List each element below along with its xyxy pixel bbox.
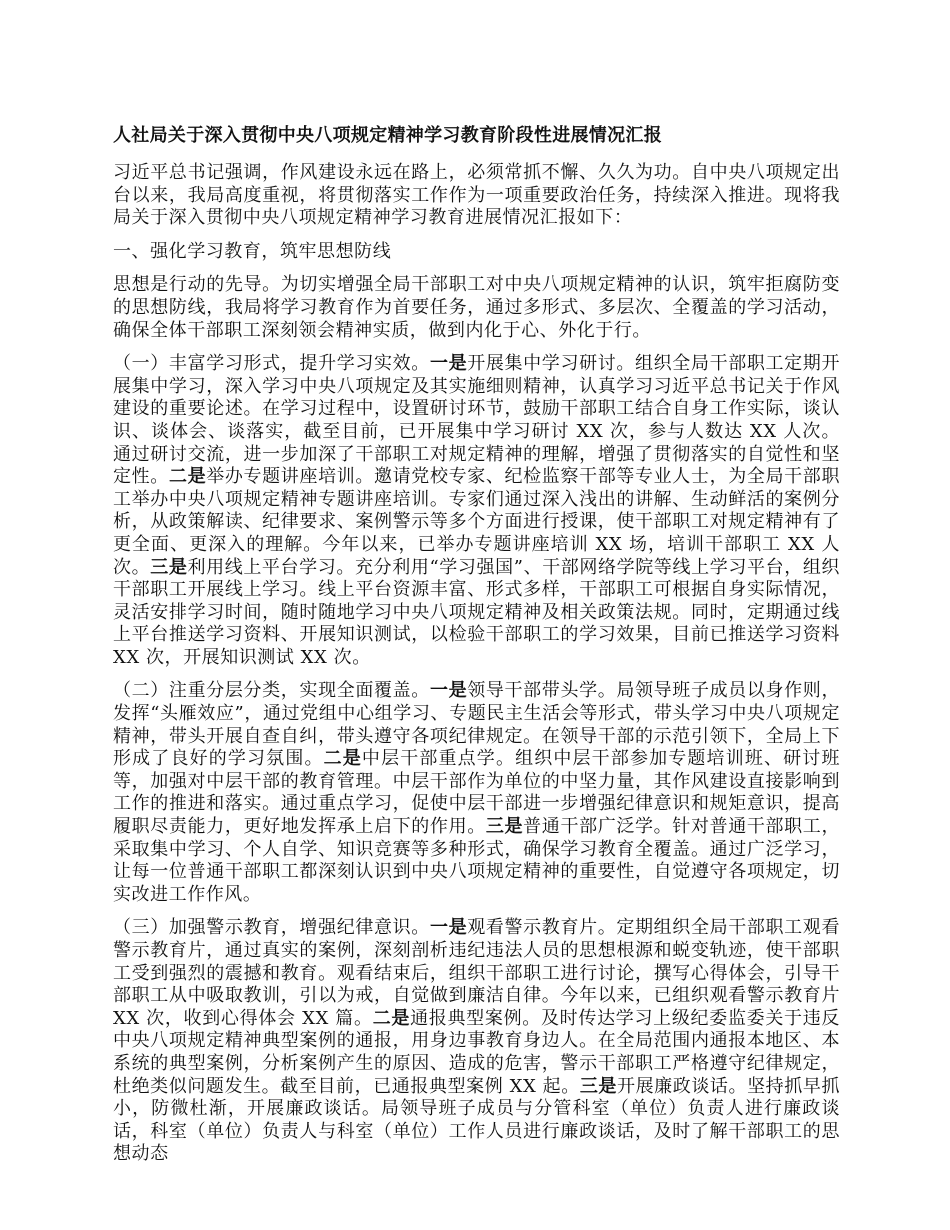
point-3-lead: 三是 bbox=[150, 556, 188, 578]
subsection-2-paragraph bbox=[113, 680, 840, 906]
section-1-intro-paragraph: 思想是行动的先导。为切实增强全局干部职工对中央八项规定精神的认识，筑牢拒腐防变的思想防线，我局将学习教育作为首要任务，通过多形式、多层次、全覆盖的学习活动，确保全体干部职工深刻领会精神实质，做到内化于心、外化于行。 bbox=[113, 274, 840, 341]
point-2-text: 中层干部重点学。组织中层干部参加专题培训班、研讨班等，加强对中层干部的教育管理。中层干部作为单位的中坚力量，其作风建设直接影响到工作的推进和落实。通过重点学习，促使中层干部进一步增强纪律意识和规矩意识，提高履职尽责能力，更好地发挥承上启下的作用。 bbox=[113, 748, 840, 838]
point-2-lead: 二是 bbox=[372, 1007, 411, 1029]
point-3-lead: 三是 bbox=[579, 1075, 617, 1097]
point-3-text: 开展廉政谈话。坚持抓早抓小，防微杜渐，开展廉政谈话。局领导班子成员与分管科室（单位）负责人进行廉政谈话，科室（单位）负责人与科室（单位）工作人员进行廉政谈话，及时了解干部职工的思想动态 bbox=[113, 1075, 840, 1165]
point-2-lead: 二是 bbox=[323, 748, 362, 770]
section-1-heading: 一、强化学习教育，筑牢思想防线 bbox=[113, 240, 392, 262]
subsection-1-paragraph bbox=[113, 353, 840, 669]
point-2-text: 举办专题讲座培训。邀请党校专家、纪检监察干部等专业人士，为全局干部职工举办中央八项规定精神专题讲座培训。专家们通过深入浅出的讲解、生动鲜活的案例分析，从政策解读、纪律要求、案例警示等多个方面进行授课，使干部职工对规定精神有了更全面、更深入的理解。今年以来，已举办专题讲座培训 XX 场，培训干部职工 XX 人次。 bbox=[113, 466, 840, 578]
point-1-text: 观看警示教育片。定期组织全局干部职工观看警示教育片，通过真实的案例，深刻剖析违纪违法人员的思想根源和蜕变轨迹，使干部职工受到强烈的震撼和教育。观看结束后，组织干部职工进行讨论，撰写心得体会，引导干部职工从中吸取教训，引以为戒，自觉做到廉洁自律。今年以来，已组织观看警示教育片 XX 次，收到心得体会 XX 篇。 bbox=[113, 917, 840, 1029]
subsection-3-paragraph bbox=[113, 917, 840, 1166]
point-2-lead: 二是 bbox=[168, 466, 207, 488]
point-3-text: 利用线上平台学习。充分利用“学习强国”、干部网络学院等线上学习平台，组织干部职工开展线上学习。线上平台资源丰富、形式多样，干部职工可根据自身实际情况，灵活安排学习时间，随时随地学习中央八项规定精神及相关政策法规。同时，定期通过线上平台推送学习资料、开展知识测试，以检验干部职工的学习效果，目前已推送学习资料 XX 次，开展知识测试 XX 次。 bbox=[113, 556, 840, 668]
subsection-1-heading: （一）丰富学习形式，提升学习实效。 bbox=[113, 353, 430, 375]
point-1-lead: 一是 bbox=[429, 353, 468, 375]
document-title: 人社局关于深入贯彻中央八项规定精神学习教育阶段性进展情况汇报 bbox=[113, 125, 662, 146]
point-1-text: 开展集中学习研讨。组织全局干部职工定期开展集中学习，深入学习中央八项规定及其实施细则精神，认真学习习近平总书记关于作风建设的重要论述。在学习过程中，设置研讨环节，鼓励干部职工结合自身工作实际，谈认识、谈体会、谈落实，截至目前，已开展集中学习研讨 XX 次，参与人数达 XX 人次。通过研讨交流，进一步加深了干部职工对规定精神的理解，增强了贯彻落实的自觉性和坚定性。 bbox=[113, 353, 840, 488]
subsection-3-heading: （三）加强警示教育，增强纪律意识。 bbox=[113, 917, 430, 939]
point-1-lead: 一是 bbox=[429, 917, 468, 939]
intro-paragraph: 习近平总书记强调，作风建设永远在路上，必须常抓不懈、久久为功。自中央八项规定出台以来，我局高度重视，将贯彻落实工作作为一项重要政治任务，持续深入推进。现将我局关于深入贯彻中央八项规定精神学习教育进展情况汇报如下： bbox=[113, 162, 840, 229]
point-3-text: 普通干部广泛学。针对普通干部职工，采取集中学习、个人自学、知识竞赛等多种形式，确保学习教育全覆盖。通过广泛学习，让每一位普通干部职工都深刻认识到中央八项规定精神的重要性，自觉遵守各项规定，切实改进工作作风。 bbox=[113, 816, 840, 905]
subsection-2-heading: （二）注重分层分类，实现全面覆盖。 bbox=[113, 680, 430, 702]
document-page bbox=[113, 124, 840, 1177]
point-3-lead: 三是 bbox=[485, 816, 524, 838]
point-1-lead: 一是 bbox=[429, 680, 468, 702]
point-1-text: 领导干部带头学。局领导班子成员以身作则，发挥“头雁效应”，通过党组中心组学习、专题民主生活会等形式，带头学习中央八项规定精神，带头开展自查自纠，带头遵守各项纪律规定。在领导干部的示范引领下，全局上下形成了良好的学习氛围。 bbox=[113, 680, 840, 770]
point-2-text: 通报典型案例。及时传达学习上级纪委监委关于违反中央八项规定精神典型案例的通报，用身边事教育身边人。在全局范围内通报本地区、本系统的典型案例，分析案例产生的原因、造成的危害，警示干部职工严格遵守纪律规定，杜绝类似问题发生。截至目前，已通报典型案例 XX 起。 bbox=[113, 1007, 840, 1097]
